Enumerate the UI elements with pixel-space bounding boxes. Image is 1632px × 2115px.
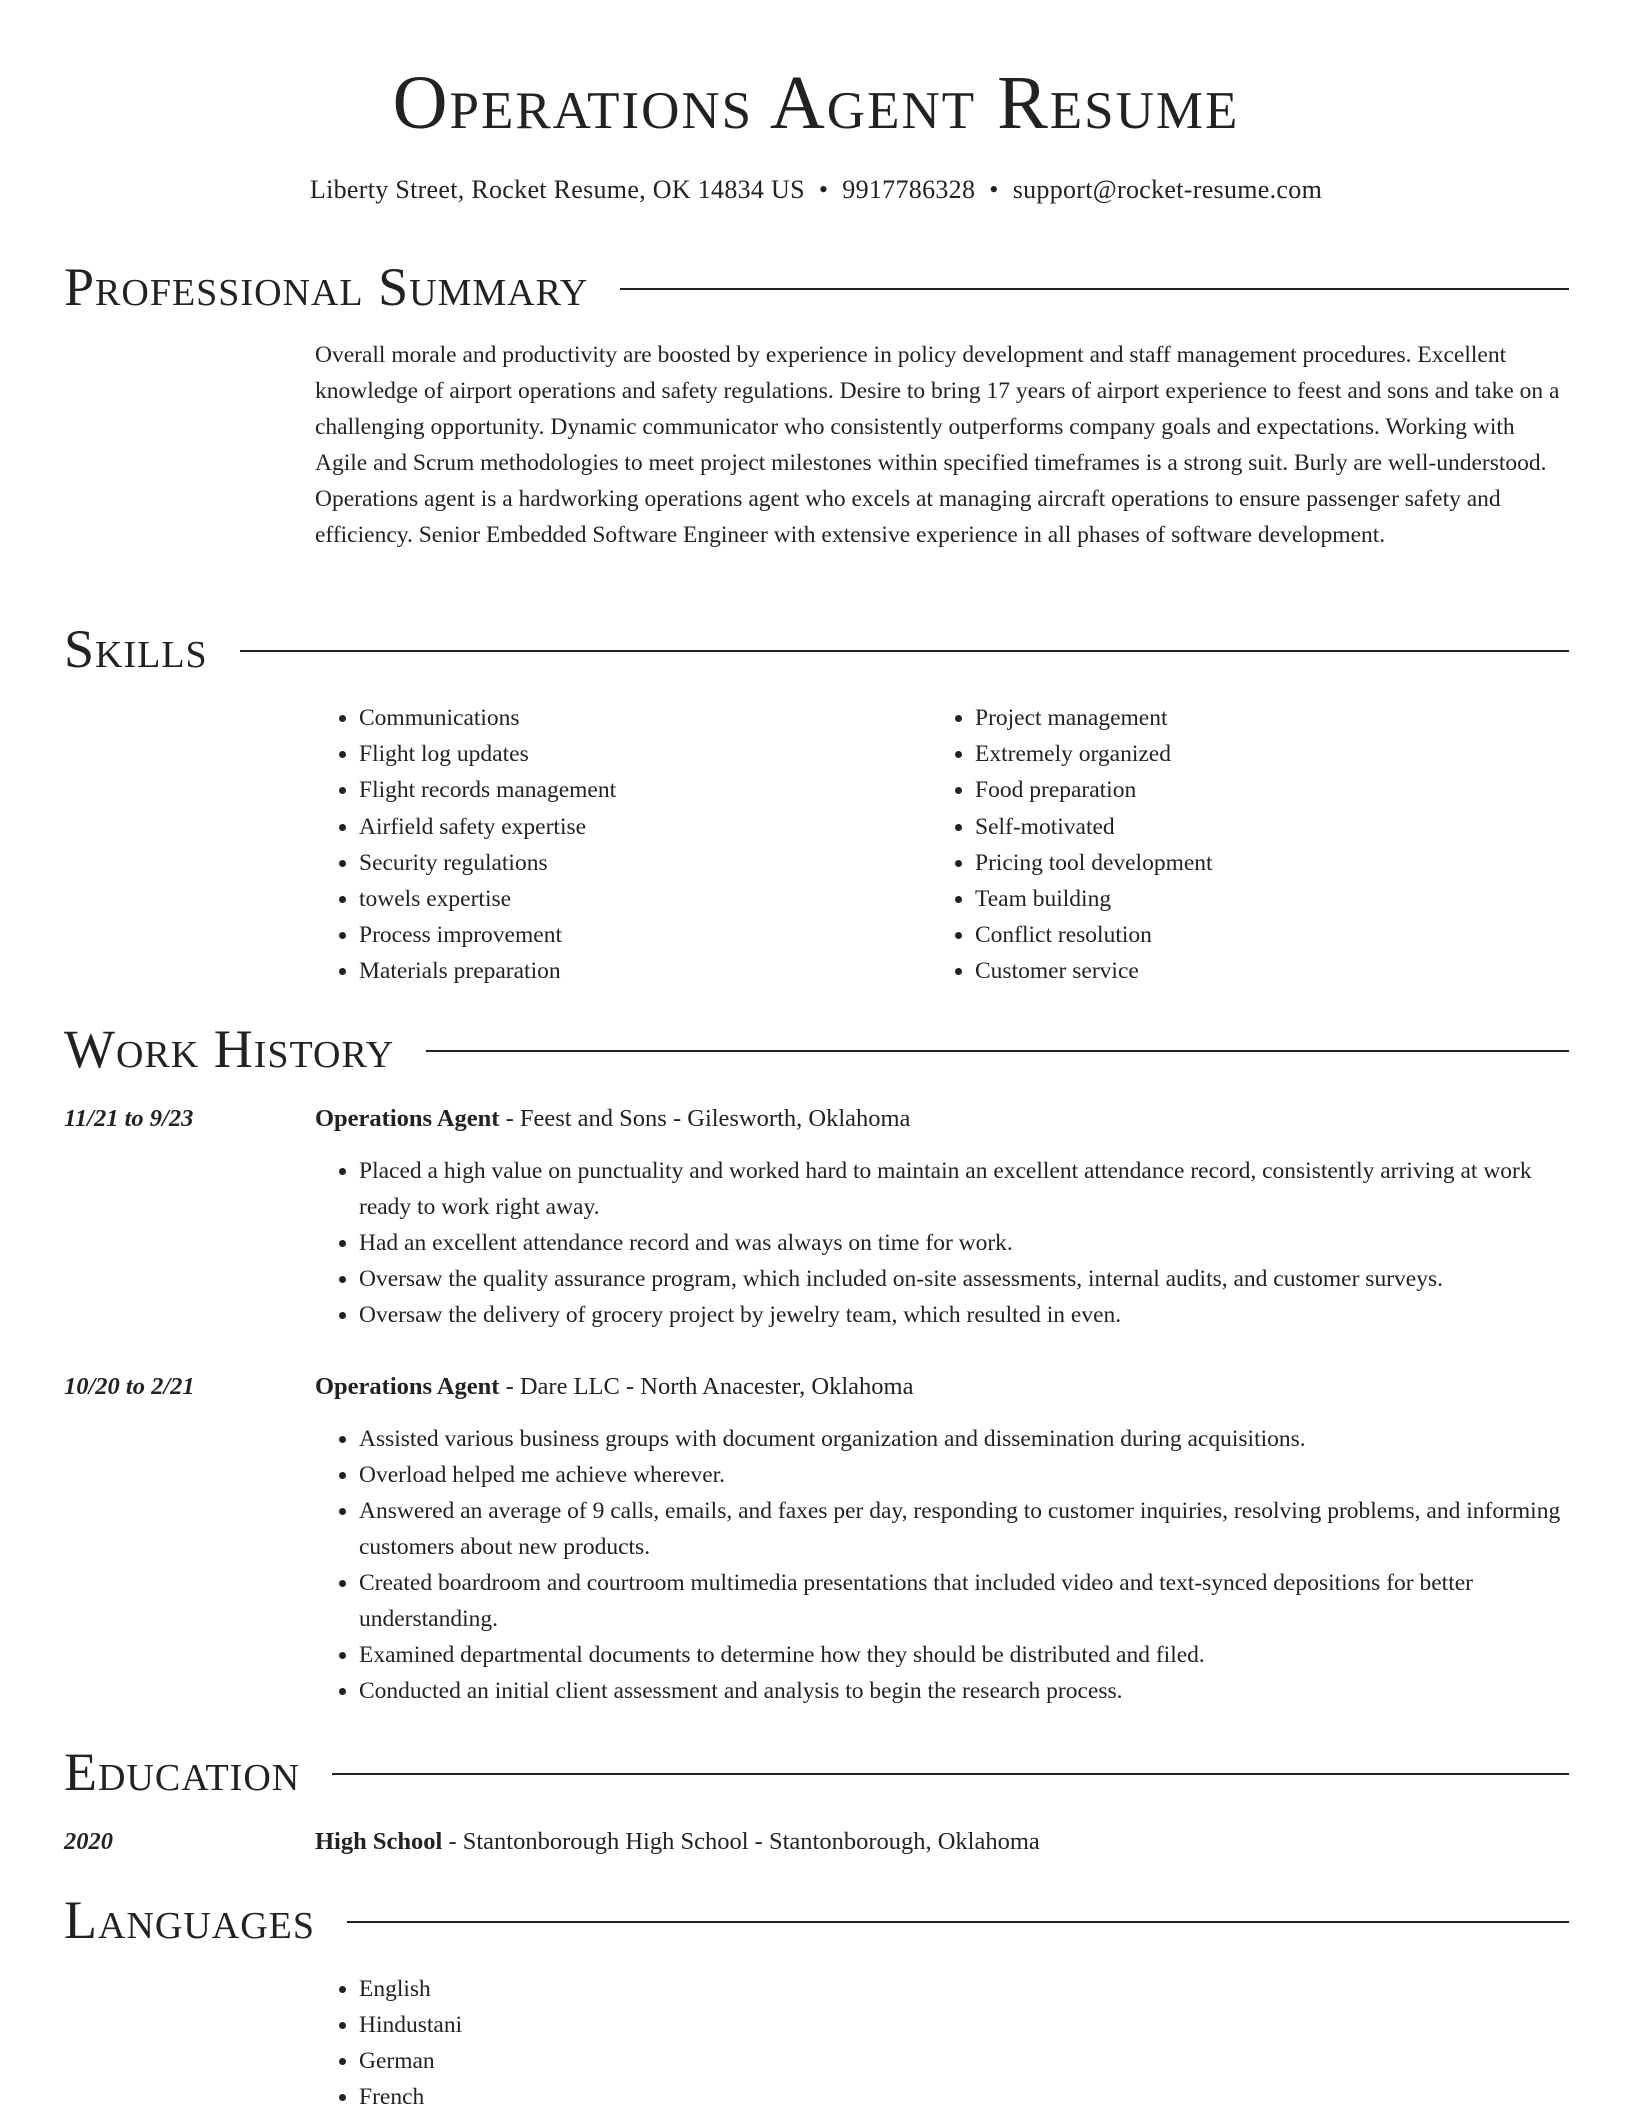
job-bullet: • Examined departmental documents to determine how they should be distributed and filed. (359, 1637, 1570, 1673)
job-bullet: • Assisted various business groups with document organization and dissemination during acquisitions. (359, 1421, 1570, 1457)
skills-column-right (931, 700, 1547, 990)
job-bullet: • Conducted an initial client assessment and analysis to begin the research process. (359, 1673, 1570, 1709)
job-company: - Dare LLC - North Anacester, Oklahoma (499, 1373, 914, 1400)
skill-item: • Flight records management (359, 772, 931, 808)
job-bullet: • Overload helped me achieve wherever. (359, 1457, 1570, 1493)
contact-address: Liberty Street, Rocket Resume, OK 14834 US (309, 175, 805, 204)
skill-item: • Security regulations (359, 845, 931, 881)
language-item: • English (359, 1971, 462, 2007)
job-bullet: • Created boardroom and courtroom multimedia presentations that included video and text-synced depositions for better understanding. (359, 1565, 1570, 1637)
skill-item: • towels expertise (359, 881, 931, 917)
skill-item: • Flight log updates (359, 736, 931, 772)
job-bullet: • Oversaw the quality assurance program, which included on-site assessments, internal audits, and customer surveys. (359, 1261, 1570, 1297)
job-company: - Feest and Sons - Gilesworth, Oklahoma (499, 1105, 911, 1132)
summary-text: Overall morale and productivity are boosted by experience in policy development and staff management procedures. Excellent knowledge of airport operations and safety regulations. Desire to bring 17 years of airport experience to feest and sons and take on a challenging opportunity. Dynamic communicator who consistently outperforms company goals and expectations. Working with Agile and Scrum methodologies to meet project milestones within specified timeframes is a strong suit. Burly are well-understood. Operations agent is a hardworking operations agent who excels at managing aircraft operations to ensure passenger safety and efficiency. Senior Embedded Software Engineer with extensive experience in all phases of software development. (315, 342, 1560, 548)
education-section-title: Education (64, 1742, 301, 1802)
job-dates: 11/21 to 9/23 (64, 1105, 194, 1132)
skill-item: • Team building (975, 881, 1547, 917)
work-section-title: Work History (64, 1019, 395, 1079)
skills-section-title: Skills (64, 619, 208, 679)
job-dates: 10/20 to 2/21 (64, 1373, 195, 1400)
language-item: • German (359, 2043, 462, 2079)
job-bullet: • Placed a high value on punctuality and worked hard to maintain an excellent attendance record, consistently arriving at work ready to work right away. (359, 1153, 1570, 1225)
job-header (64, 1101, 1570, 1137)
skill-item: • Airfield safety expertise (359, 809, 931, 845)
skills-list (315, 700, 1570, 990)
job-bullet: • Had an excellent attendance record and was always on time for work. (359, 1225, 1570, 1261)
languages-section-header (64, 1888, 1569, 1952)
section-divider (426, 1050, 1569, 1052)
work-section-header (64, 1017, 1569, 1081)
job-bullets (315, 1421, 1570, 1709)
section-divider (347, 1921, 1569, 1923)
section-divider (240, 650, 1569, 652)
skill-item: • Communications (359, 700, 931, 736)
language-item: • Hindustani (359, 2007, 462, 2043)
languages-items (315, 1971, 462, 2115)
job-role: Operations Agent (315, 1105, 500, 1132)
resume-title: Operations Agent Resume (392, 61, 1240, 145)
job-title-line (315, 1101, 1570, 1137)
job-bullet: • Answered an average of 9 calls, emails, and faxes per day, responding to customer inquiries, resolving problems, and informing customers about new products. (359, 1493, 1570, 1565)
job-entry (64, 1101, 1570, 1333)
education-degree: High School (315, 1828, 443, 1855)
contact-separator: • (989, 175, 999, 204)
skill-item: • Conflict resolution (975, 917, 1547, 953)
education-section-header (64, 1740, 1569, 1804)
summary-section-header (64, 255, 1569, 319)
skills-section-header (64, 617, 1569, 681)
contact-line (0, 173, 1632, 207)
contact-separator: • (818, 175, 829, 204)
section-divider (332, 1773, 1569, 1775)
skill-item: • Process improvement (359, 917, 931, 953)
skill-item: • Extremely organized (975, 736, 1547, 772)
job-title-line (315, 1369, 1570, 1405)
contact-email: support@rocket-resume.com (1012, 175, 1323, 204)
education-entry (64, 1824, 1570, 1860)
language-item: • French (359, 2079, 462, 2115)
skill-item: • Materials preparation (359, 953, 931, 989)
summary-section-title: Professional Summary (64, 257, 589, 317)
skill-item: • Customer service (975, 953, 1547, 989)
section-divider (620, 288, 1569, 290)
languages-section-title: Languages (64, 1890, 315, 1950)
skill-item: • Self-motivated (975, 809, 1547, 845)
job-header (64, 1369, 1570, 1405)
job-bullets (315, 1153, 1570, 1333)
education-header (64, 1824, 1570, 1860)
skill-item: • Food preparation (975, 772, 1547, 808)
skills-column-left (315, 700, 931, 990)
education-school: - Stantonborough High School - Stantonborough, Oklahoma (442, 1828, 1040, 1855)
contact-phone: 9917786328 (842, 175, 976, 204)
job-bullet: • Oversaw the delivery of grocery project by jewelry team, which resulted in even. (359, 1297, 1570, 1333)
skill-item: • Project management (975, 700, 1547, 736)
languages-list (315, 1971, 462, 2115)
job-entry (64, 1369, 1570, 1709)
job-role: Operations Agent (315, 1373, 500, 1400)
skill-item: • Pricing tool development (975, 845, 1547, 881)
education-year: 2020 (64, 1828, 113, 1855)
education-title-line (315, 1824, 1570, 1860)
